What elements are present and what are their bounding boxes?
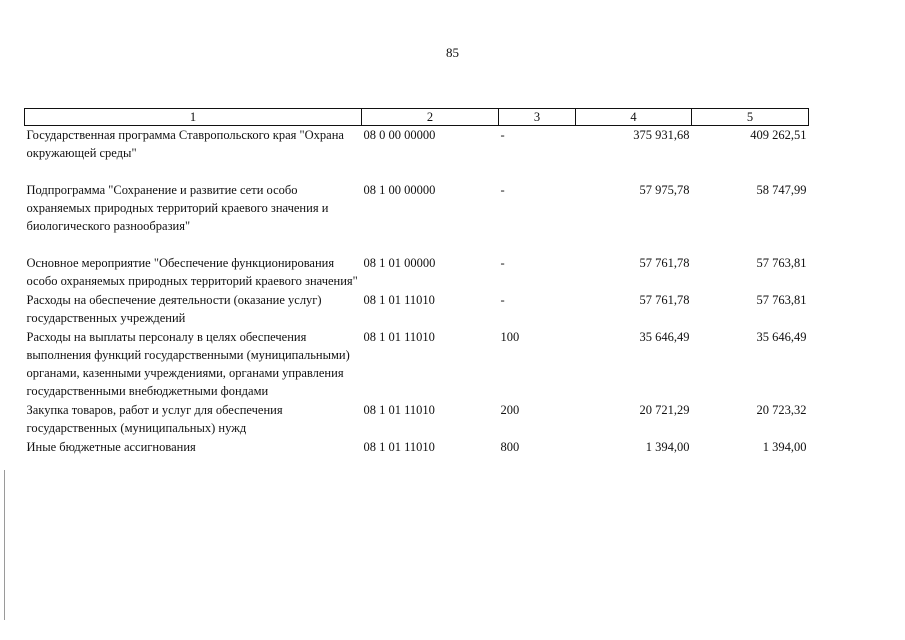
row-value-5: 58 747,99 [756,183,807,197]
row-name: Основное мероприятие "Обеспечение функционирования особо охраняемых природных территорий краевого значения" [26,256,358,288]
row-value-4: 35 646,49 [639,330,690,344]
row-name: Государственная программа Ставропольского края "Охрана окружающей среды" [26,128,344,160]
budget-table [24,108,809,457]
table-row [25,438,809,457]
row-value-4: 57 761,78 [639,293,690,307]
row-name: Расходы на обеспечение деятельности (оказание услуг) государственных учреждений [26,293,322,325]
row-code: 08 1 01 00000 [363,256,436,270]
row-value-4: 375 931,68 [633,128,690,142]
row-code: 08 1 01 11010 [363,293,435,307]
row-value-5: 20 723,32 [756,403,807,417]
row-code: 08 0 00 00000 [363,128,436,142]
row-type: - [500,183,505,197]
table-row [25,126,809,182]
row-value-4: 57 975,78 [639,183,690,197]
row-value-4: 57 761,78 [639,256,690,270]
row-type: 800 [500,440,520,454]
row-type: 100 [500,330,520,344]
table-row [25,291,809,328]
row-name: Иные бюджетные ассигнования [26,440,196,454]
row-code: 08 1 01 11010 [363,330,435,344]
row-code: 08 1 01 11010 [363,440,435,454]
header-cell-1: 1 [25,109,362,126]
row-name: Закупка товаров, работ и услуг для обеспечения государственных (муниципальных) нужд [26,403,283,435]
header-cell-3: 3 [499,109,576,126]
row-type: 200 [500,403,520,417]
row-type: - [500,128,505,142]
row-name: Расходы на выплаты персоналу в целях обеспечения выполнения функций государственными (муниципальными) органами, казенными учреждениями, органами управления государственными внебюджетными фондами [26,330,350,398]
header-cell-2: 2 [362,109,499,126]
row-value-4: 20 721,29 [639,403,690,417]
row-type: - [500,293,505,307]
row-value-5: 35 646,49 [756,330,807,344]
page-number: 85 [446,45,459,60]
row-code: 08 1 01 11010 [363,403,435,417]
table-body [25,126,809,458]
row-type: - [500,256,505,270]
header-cell-5: 5 [692,109,809,126]
table-row [25,254,809,291]
row-name: Подпрограмма "Сохранение и развитие сети особо охраняемых природных территорий краевого значения и биологического разнообразия" [26,183,329,233]
table-row [25,328,809,401]
header-row [25,109,809,126]
header-cell-4: 4 [576,109,692,126]
row-code: 08 1 00 00000 [363,183,436,197]
row-value-5: 57 763,81 [756,256,807,270]
table-row [25,181,809,254]
table-header [25,109,809,126]
row-value-5: 409 262,51 [750,128,807,142]
row-value-5: 1 394,00 [762,440,807,454]
table-row [25,401,809,438]
margin-rule [4,470,5,620]
row-value-5: 57 763,81 [756,293,807,307]
row-value-4: 1 394,00 [645,440,690,454]
